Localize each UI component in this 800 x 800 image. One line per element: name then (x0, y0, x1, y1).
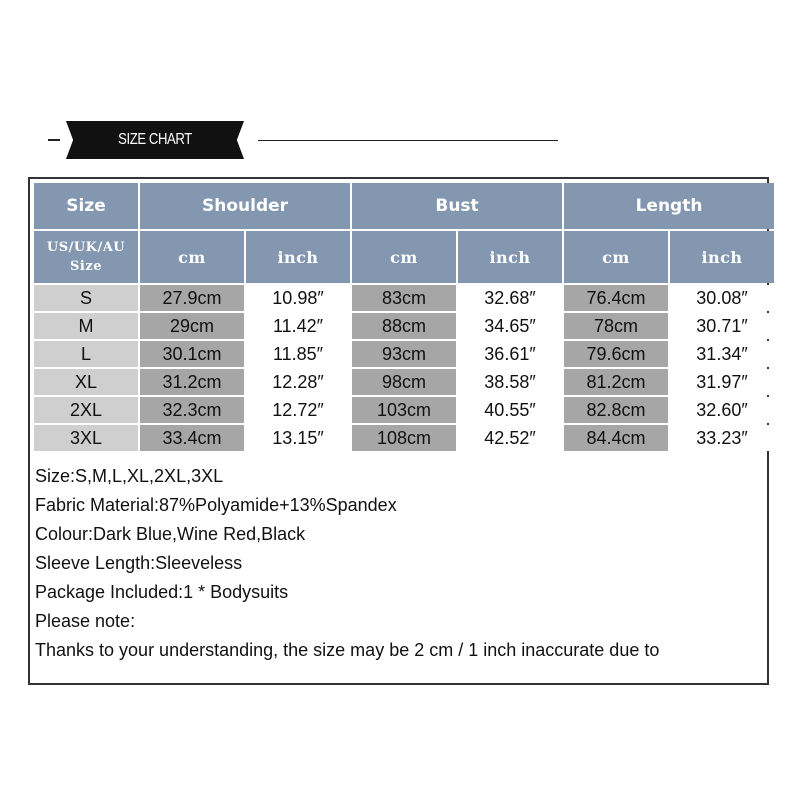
cell-shoulder-cm: 29cm (140, 313, 244, 339)
cell-size: 2XL (34, 397, 138, 423)
header-bust: Bust (352, 183, 562, 229)
note-please-note: Please note: (35, 611, 136, 631)
cell-bust-cm: 98cm (352, 369, 456, 395)
cell-length-inch: 30.71″ (670, 313, 774, 339)
cell-length-cm: 82.8cm (564, 397, 668, 423)
cell-shoulder-inch: 11.85″ (246, 341, 350, 367)
unit-length-cm: cm (564, 231, 668, 283)
cell-length-cm: 84.4cm (564, 425, 668, 451)
table-row (34, 369, 774, 395)
cell-size: L (34, 341, 138, 367)
cell-length-inch: 30.08″ (670, 285, 774, 311)
unit-bust-cm: cm (352, 231, 456, 283)
table-unit-header-row (34, 231, 774, 283)
size-table (32, 181, 776, 453)
unit-length-inch: inch (670, 231, 774, 283)
cell-size: S (34, 285, 138, 311)
cell-shoulder-cm: 30.1cm (140, 341, 244, 367)
cell-shoulder-cm: 31.2cm (140, 369, 244, 395)
cell-bust-inch: 32.68″ (458, 285, 562, 311)
header-length: Length (564, 183, 774, 229)
cell-bust-cm: 108cm (352, 425, 456, 451)
cell-length-inch: 31.34″ (670, 341, 774, 367)
banner-rule (258, 140, 558, 141)
cell-shoulder-cm: 33.4cm (140, 425, 244, 451)
cell-shoulder-inch: 13.15″ (246, 425, 350, 451)
cell-bust-cm: 83cm (352, 285, 456, 311)
cell-length-cm: 81.2cm (564, 369, 668, 395)
cell-size: XL (34, 369, 138, 395)
banner-left-dash (48, 139, 60, 141)
note-accuracy: Thanks to your understanding, the size may be 2 cm / 1 inch inaccurate due to (35, 640, 660, 660)
banner-title: SIZE CHART (118, 131, 192, 148)
table-row (34, 313, 774, 339)
header-shoulder: Shoulder (140, 183, 350, 229)
cell-bust-inch: 42.52″ (458, 425, 562, 451)
cell-shoulder-inch: 12.72″ (246, 397, 350, 423)
cell-bust-cm: 88cm (352, 313, 456, 339)
cell-length-cm: 76.4cm (564, 285, 668, 311)
unit-bust-inch: inch (458, 231, 562, 283)
unit-shoulder-cm: cm (140, 231, 244, 283)
header-size-region: US/UK/AU Size (34, 231, 138, 283)
cell-length-inch: 32.60″ (670, 397, 774, 423)
table-row (34, 425, 774, 451)
note-package: Package Included:1 * Bodysuits (35, 582, 289, 602)
cell-size: M (34, 313, 138, 339)
cell-shoulder-inch: 12.28″ (246, 369, 350, 395)
cell-shoulder-cm: 32.3cm (140, 397, 244, 423)
cell-bust-cm: 93cm (352, 341, 456, 367)
cell-bust-inch: 40.55″ (458, 397, 562, 423)
note-sleeve: Sleeve Length:Sleeveless (35, 553, 243, 573)
cell-length-cm: 79.6cm (564, 341, 668, 367)
note-colour: Colour:Dark Blue,Wine Red,Black (35, 524, 306, 544)
cell-length-inch: 31.97″ (670, 369, 774, 395)
note-fabric: Fabric Material:87%Polyamide+13%Spandex (35, 495, 397, 515)
table-body (34, 285, 774, 451)
table-group-header-row (34, 183, 774, 229)
cell-bust-inch: 36.61″ (458, 341, 562, 367)
note-sizes: Size:S,M,L,XL,2XL,3XL (35, 466, 224, 486)
cell-shoulder-cm: 27.9cm (140, 285, 244, 311)
size-chart-banner (0, 0, 800, 175)
cell-bust-inch: 38.58″ (458, 369, 562, 395)
cell-length-cm: 78cm (564, 313, 668, 339)
cell-size: 3XL (34, 425, 138, 451)
header-size: Size (34, 183, 138, 229)
cell-bust-cm: 103cm (352, 397, 456, 423)
unit-shoulder-inch: inch (246, 231, 350, 283)
cell-shoulder-inch: 10.98″ (246, 285, 350, 311)
table-row (34, 397, 774, 423)
cell-bust-inch: 34.65″ (458, 313, 562, 339)
table-row (34, 341, 774, 367)
size-chart-frame (28, 177, 769, 685)
cell-shoulder-inch: 11.42″ (246, 313, 350, 339)
cell-length-inch: 33.23″ (670, 425, 774, 451)
product-notes (35, 462, 765, 665)
table-row (34, 285, 774, 311)
